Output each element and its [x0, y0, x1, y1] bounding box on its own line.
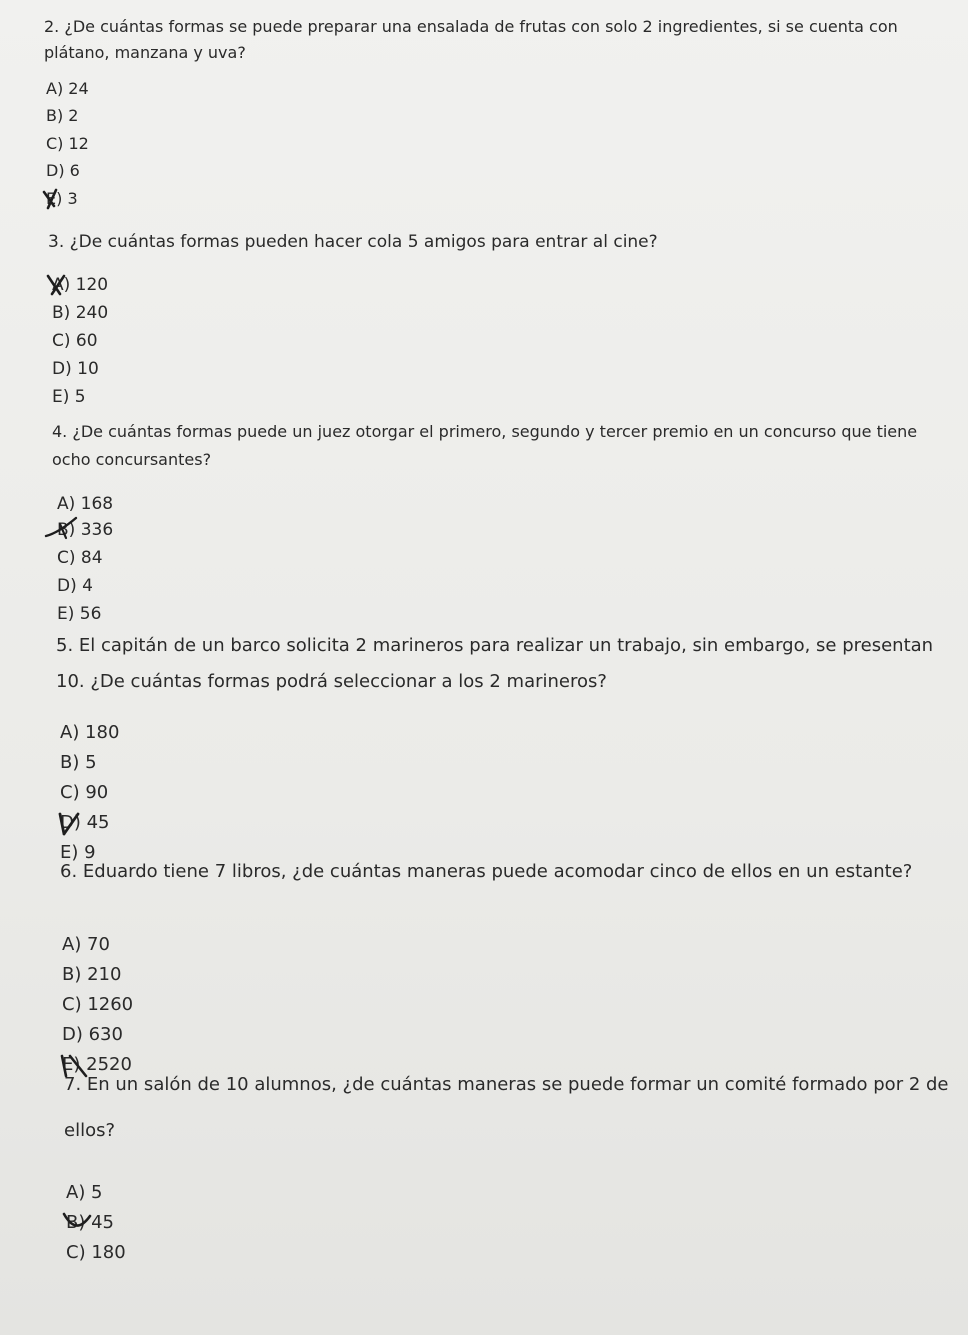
option-d: D) 6	[46, 161, 80, 180]
option-c: C) 180	[66, 1242, 126, 1263]
option-c: C) 84	[57, 548, 103, 568]
option-a: A) 168	[57, 494, 114, 514]
option-b: B) 240	[52, 303, 109, 323]
option-e: E) 5	[52, 387, 86, 407]
option-b: B) 336	[57, 520, 114, 540]
option-b: B) 5	[60, 752, 97, 773]
option-b: B) 45	[66, 1212, 114, 1233]
option-c: C) 90	[60, 782, 109, 803]
option-b: B) 2	[46, 106, 79, 125]
option-e: E) 3	[46, 189, 78, 208]
option-a: A) 24	[46, 79, 89, 98]
option-e: E) 56	[57, 604, 102, 624]
option-b: B) 210	[62, 964, 122, 985]
option-a: A) 70	[62, 934, 110, 955]
option-c: C) 60	[52, 331, 98, 351]
option-a: A) 120	[52, 275, 109, 295]
question-4-text: 4. ¿De cuántas formas puede un juez otorgar el primero, segundo y tercer premio en un concurso que tiene ocho concursantes?	[52, 422, 918, 469]
option-d: D) 45	[60, 812, 110, 833]
question-2-text: 2. ¿De cuántas formas se puede preparar una ensalada de frutas con solo 2 ingredientes, si se cuenta con plátano, manzana y uva?	[44, 17, 898, 62]
option-e: E) 9	[60, 842, 96, 863]
question-5-text: 5. El capitán de un barco solicita 2 marineros para realizar un trabajo, sin embargo, se presentan 10. ¿De cuántas formas podrá seleccionar a los 2 marineros?	[56, 635, 934, 692]
option-d: D) 630	[62, 1024, 123, 1045]
option-c: C) 1260	[62, 994, 134, 1015]
question-7-text: 7. En un salón de 10 alumnos, ¿de cuántas maneras se puede formar un comité formado por 2 de ellos?	[64, 1074, 949, 1141]
option-a: A) 180	[60, 722, 120, 743]
question-6-text: 6. Eduardo tiene 7 libros, ¿de cuántas maneras puede acomodar cinco de ellos en un estante?	[60, 861, 913, 882]
option-e: E) 2520	[62, 1054, 132, 1075]
question-3-text: 3. ¿De cuántas formas pueden hacer cola 5 amigos para entrar al cine?	[48, 232, 658, 252]
option-a: A) 5	[66, 1182, 103, 1203]
option-d: D) 10	[52, 359, 99, 379]
option-c: C) 12	[46, 134, 89, 153]
option-d: D) 4	[57, 576, 93, 596]
